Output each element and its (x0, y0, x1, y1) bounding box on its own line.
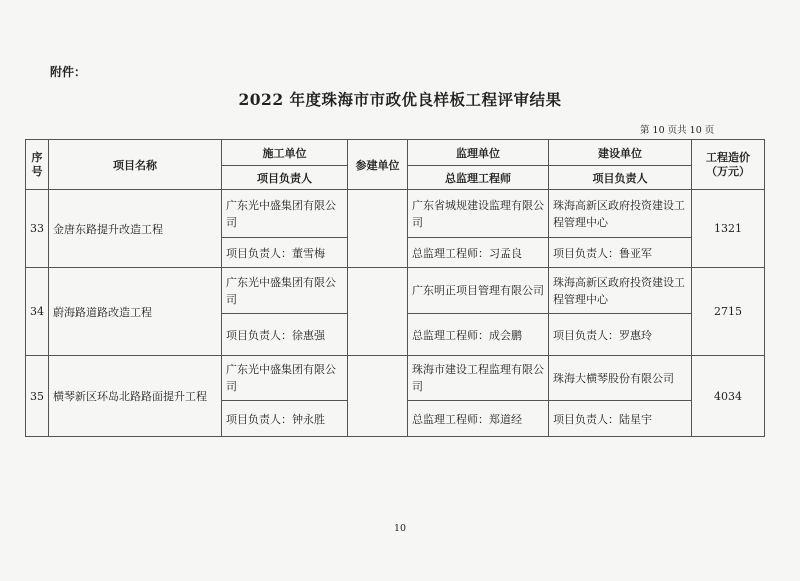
table-row (26, 268, 765, 314)
row-developer-manager: 项目负责人：鲁亚军 (549, 238, 692, 268)
row-developer: 珠海高新区政府投资建设工程管理中心 (549, 268, 692, 314)
row-project-name: 横琴新区环岛北路路面提升工程 (49, 356, 222, 437)
row-construction-manager: 项目负责人：钟永胜 (222, 401, 348, 437)
header-row-1 (26, 140, 765, 166)
row-supervision-unit: 珠海市建设工程监理有限公司 (408, 356, 549, 401)
results-table (25, 139, 765, 437)
page-number: 10 (393, 523, 407, 534)
header-cost: 工程造价（万元） (692, 140, 765, 190)
table-row (26, 356, 765, 401)
header-project-name: 项目名称 (49, 140, 222, 190)
row-participating-unit (348, 356, 408, 437)
attachment-label: 附件： (50, 65, 87, 79)
row-construction-unit: 广东光中盛集团有限公司 (222, 190, 348, 238)
table-row (26, 190, 765, 238)
header-construction-unit: 施工单位 (222, 140, 348, 166)
header-participating-unit: 参建单位 (348, 140, 408, 190)
row-construction-manager: 项目负责人：徐惠强 (222, 314, 348, 356)
row-construction-unit: 广东光中盛集团有限公司 (222, 356, 348, 401)
row-cost: 2715 (692, 268, 765, 356)
header-developer: 建设单位 (549, 140, 692, 166)
row-seq: 33 (26, 190, 49, 268)
row-chief-supervisor: 总监理工程师：郑道经 (408, 401, 549, 437)
row-developer: 珠海高新区政府投资建设工程管理中心 (549, 190, 692, 238)
row-developer-manager: 项目负责人：罗惠玲 (549, 314, 692, 356)
row-supervision-unit: 广东省城规建设监理有限公司 (408, 190, 549, 238)
row-participating-unit (348, 190, 408, 268)
row-project-name: 蔚海路道路改造工程 (49, 268, 222, 356)
header-chief-supervisor: 总监理工程师 (408, 166, 549, 190)
row-construction-unit: 广东光中盛集团有限公司 (222, 268, 348, 314)
row-cost: 1321 (692, 190, 765, 268)
row-developer: 珠海大横琴股份有限公司 (549, 356, 692, 401)
header-supervision-unit: 监理单位 (408, 140, 549, 166)
document-title: 2022 年度珠海市市政优良样板工程评审结果 (238, 90, 562, 109)
header-construction-manager: 项目负责人 (222, 166, 348, 190)
row-developer-manager: 项目负责人：陆星宇 (549, 401, 692, 437)
row-seq: 35 (26, 356, 49, 437)
row-supervision-unit: 广东明正项目管理有限公司 (408, 268, 549, 314)
header-developer-manager: 项目负责人 (549, 166, 692, 190)
row-participating-unit (348, 268, 408, 356)
row-chief-supervisor: 总监理工程师：习孟良 (408, 238, 549, 268)
header-seq: 序号 (26, 140, 49, 190)
page-info: 第 10 页共 10 页 (640, 125, 715, 136)
row-seq: 34 (26, 268, 49, 356)
row-construction-manager: 项目负责人：董雪梅 (222, 238, 348, 268)
row-project-name: 金唐东路提升改造工程 (49, 190, 222, 268)
row-chief-supervisor: 总监理工程师：成会鹏 (408, 314, 549, 356)
row-cost: 4034 (692, 356, 765, 437)
